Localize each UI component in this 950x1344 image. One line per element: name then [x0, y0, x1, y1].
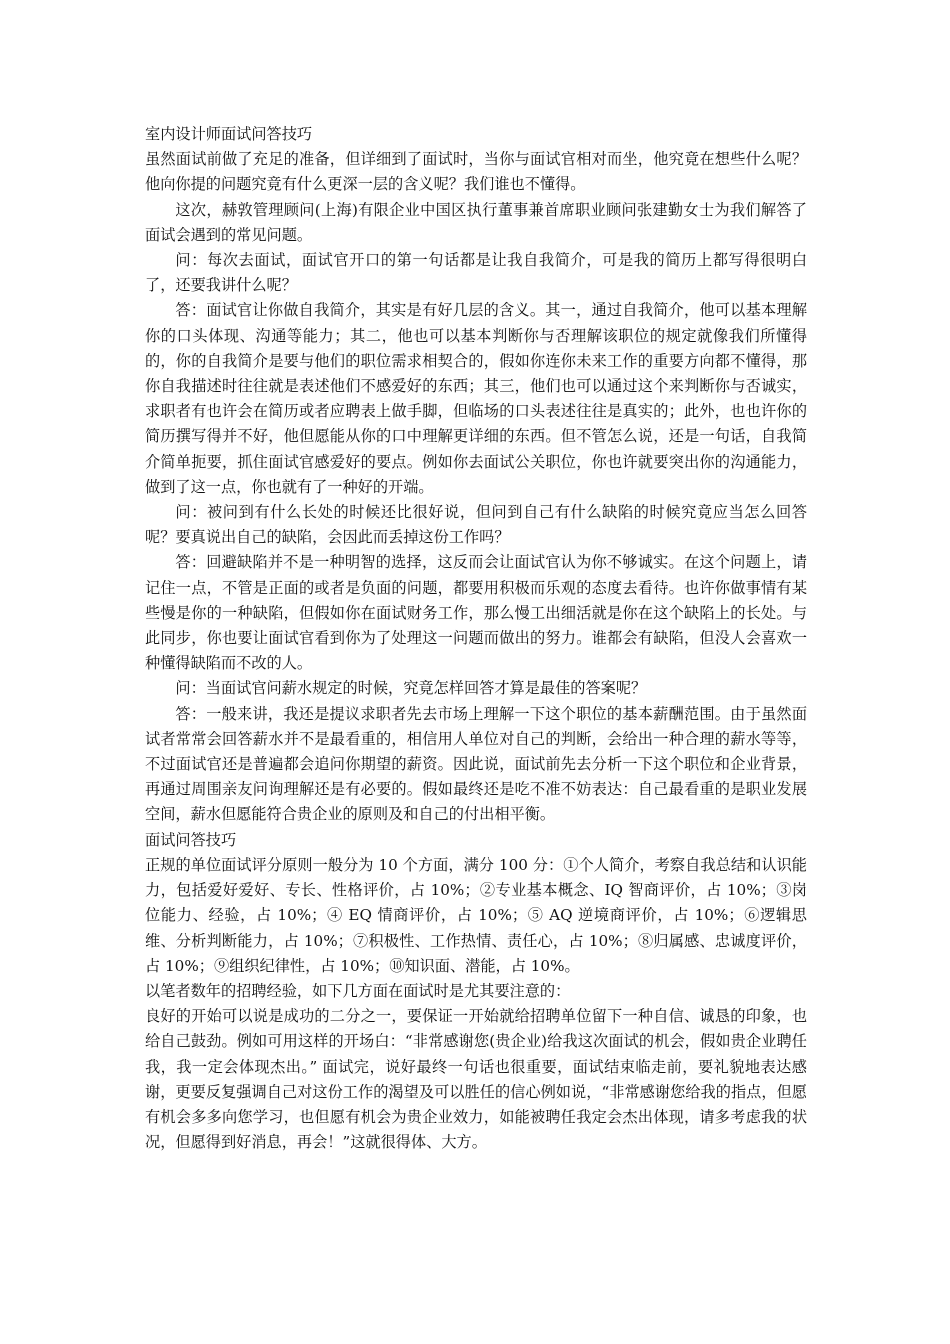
answer-3: 答：一般来讲，我还是提议求职者先去市场上理解一下这个职位的基本薪酬范围。由于虽然面试者常常会回答薪水并不是最看重的，相信用人单位对自己的判断，会给出一种合理的薪水等等，不过面试官还是普遍都会追问你期望的薪资。因此说，面试前先去分析一下这个职位和企业背景，再通过周围亲友问询理解还是有必要的。假如最终还是吃不准不妨表达：自己最看重的是职业发展空间，薪水但愿能符合贵企业的原则及和自己的付出相平衡。 [145, 704, 807, 824]
scoring-paragraph: 正规的单位面试评分原则一般分为 10 个方面，满分 100 分：①个人简介，考察自我总结和认识能力，包括爱好爱好、专长、性格评价，占 10%；②专业基本概念、IQ 智商评价，占 10%；③岗位能力、经验，占 10%；④ EQ 情商评价，占 10%；⑤ AQ 逆境商评价，占 10%；⑥逻辑思维、分析判断能力，占 10%；⑦积极性、工作热情、责任心，占 10%；⑧归属感、忠诚度评价，占 10%；⑨组织纪律性，占 10%；⑩知识面、潜能，占 10%。 [145, 855, 807, 975]
answer-1: 答：面试官让你做自我简介，其实是有好几层的含义。其一，通过自我简介，他可以基本理解你的口头体现、沟通等能力；其二，他也可以基本判断你与否理解该职位的规定就像我们所懂得的，你的自我简介是要与他们的职位需求相契合的，假如你连你未来工作的重要方向都不懂得，那你自我描述时往往就是表述他们不感爱好的东西；其三，他们也可以通过这个来判断你与否诚实，求职者有也许会在简历或者应聘表上做手脚，但临场的口头表述往往是真实的；此外，也也许你的简历撰写得并不好，他但愿能从你的口中理解更详细的东西。但不管怎么说，还是一句话，自我简介简单扼要，抓住面试官感爱好的要点。例如你去面试公关职位，你也许就要突出你的沟通能力，做到了这一点，你也就有了一种好的开端。 [145, 301, 807, 496]
document-page [145, 122, 807, 1155]
experience-intro: 以笔者数年的招聘经验，如下几方面在面试时是尤其要注意的： [145, 981, 571, 1000]
document-title: 室内设计师面试问答技巧 [145, 125, 313, 143]
question-2: 问：被问到有什么长处的时候还比很好说，但问到自己有什么缺陷的时候究竟应当怎么回答呢？要真说出自己的缺陷，会因此而丢掉这份工作吗？ [145, 503, 807, 547]
intro-paragraph: 虽然面试前做了充足的准备，但详细到了面试时，当你与面试官相对而坐，他究竟在想些什么呢？他向你提的问题究竟有什么更深一层的含义呢？我们谁也不懂得。 [145, 150, 807, 194]
question-3: 问：当面试官问薪水规定的时候，究竟怎样回答才算是最佳的答案呢？ [175, 679, 647, 698]
context-paragraph: 这次，赫敦管理顾问(上海)有限企业中国区执行董事兼首席职业顾问张建勤女士为我们解答了面试会遇到的常见问题。 [145, 200, 807, 244]
answer-2: 答：回避缺陷并不是一种明智的选择，这反而会让面试官认为你不够诚实。在这个问题上，请记住一点，不管是正面的或者是负面的问题，都要用积极而乐观的态度去看待。也许你做事情有某些慢是你的一种缺陷，但假如你在面试财务工作，那么慢工出细活就是你在这个缺陷上的长处。与此同步，你也要让面试官看到你为了处理这一问题而做出的努力。谁都会有缺陷，但没人会喜欢一种懂得缺陷而不改的人。 [145, 553, 807, 673]
question-1: 问：每次去面试，面试官开口的第一句话都是让我自我简介，可是我的简历上都写得很明白了，还要我讲什么呢？ [145, 251, 807, 295]
section-2-title: 面试问答技巧 [145, 830, 237, 849]
closing-paragraph: 良好的开始可以说是成功的二分之一，要保证一开始就给招聘单位留下一种自信、诚恳的印象，也给自己鼓劲。例如可用这样的开场白：“非常感谢您(贵企业)给我这次面试的机会，假如贵企业聘任我，我一定会体现杰出。” 面试完，说好最终一句话也很重要，面试结束临走前，要礼貌地表达感谢，更要反复强调自己对这份工作的渴望及可以胜任的信心例如说，“非常感谢您给我的指点，但愿有机会多多向您学习，也但愿有机会为贵企业效力，如能被聘任我定会杰出体现，请多考虑我的状况，但愿得到好消息，再会！”这就很得体、大方。 [145, 1007, 807, 1152]
